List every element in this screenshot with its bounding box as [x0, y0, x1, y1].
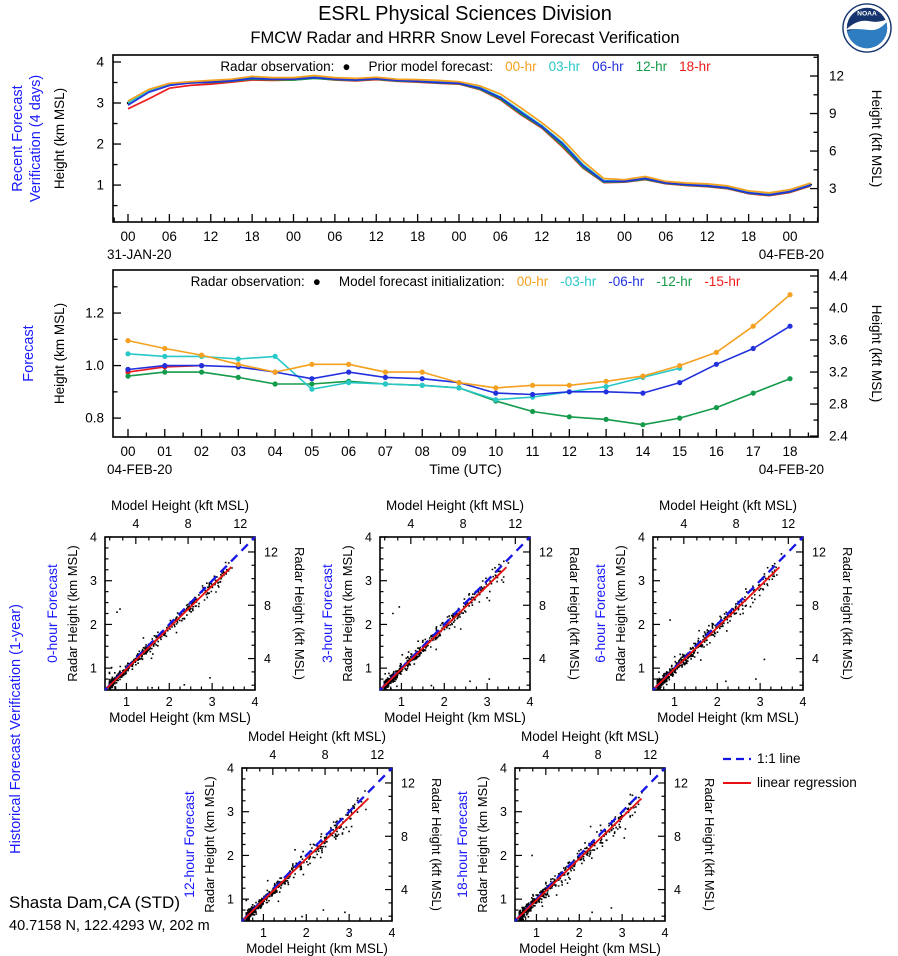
scatter-12-hour-forecast: [181, 729, 444, 956]
svg-text:18: 18: [782, 444, 798, 459]
svg-text:3: 3: [756, 695, 764, 709]
svg-text:12: 12: [539, 545, 553, 560]
svg-text:4.0: 4.0: [829, 300, 848, 316]
svg-text:2.8: 2.8: [829, 396, 848, 412]
svg-text:06: 06: [492, 229, 508, 244]
svg-text:2: 2: [165, 695, 173, 709]
svg-text:12: 12: [699, 229, 715, 244]
svg-text:3: 3: [90, 574, 97, 589]
regression-line: [107, 567, 231, 688]
panel-legend: Radar observation: ● Model forecast initialization: 00-hr -03-hr -06-hr -12-hr -15-hr: [190, 274, 741, 289]
svg-text:18: 18: [244, 229, 260, 244]
svg-text:3: 3: [618, 926, 626, 940]
panel-label: Recent Forecast: [10, 85, 26, 192]
svg-text:4: 4: [542, 748, 550, 762]
series-18-hr: [128, 78, 811, 196]
svg-text:4: 4: [674, 883, 681, 898]
svg-text:2: 2: [227, 848, 234, 863]
svg-text:4: 4: [132, 517, 140, 531]
svg-text:2: 2: [365, 617, 372, 632]
svg-text:Radar Height (km MSL): Radar Height (km MSL): [65, 545, 80, 682]
svg-text:10: 10: [488, 444, 504, 459]
svg-text:4: 4: [227, 761, 234, 776]
panel-recent-verification: [10, 54, 884, 262]
series-group: [127, 76, 812, 196]
panel-label: Forecast: [21, 325, 37, 382]
axis-labels: [592, 498, 855, 725]
svg-text:Model Height (km MSL): Model Height (km MSL): [519, 941, 661, 956]
svg-text:Model Height (kft MSL): Model Height (kft MSL): [110, 498, 250, 513]
svg-text:Height (kft MSL): Height (kft MSL): [869, 304, 884, 403]
svg-text:1: 1: [670, 695, 678, 709]
svg-text:2: 2: [575, 926, 583, 940]
svg-text:Radar Height (km MSL): Radar Height (km MSL): [202, 776, 217, 913]
svg-text:Radar Height (km MSL): Radar Height (km MSL): [475, 776, 490, 913]
svg-text:4: 4: [269, 748, 277, 762]
axis-ticks: [113, 276, 818, 437]
svg-text:1: 1: [500, 892, 507, 907]
svg-text:3: 3: [227, 805, 234, 820]
series-group: [125, 292, 792, 427]
panel-label: 12-hour Forecast: [181, 791, 197, 898]
station-coords: 40.7158 N, 122.4293 W, 202 m: [9, 918, 210, 934]
svg-text:12: 12: [812, 545, 826, 560]
axis-labels: [21, 269, 884, 477]
svg-text:3.6: 3.6: [829, 332, 848, 348]
axis-labels: [10, 54, 884, 262]
svg-text:05: 05: [304, 444, 320, 459]
svg-text:12: 12: [508, 517, 523, 531]
svg-text:0.8: 0.8: [85, 410, 104, 426]
svg-text:1: 1: [259, 926, 267, 940]
svg-text:1.0: 1.0: [85, 358, 104, 374]
svg-text:4: 4: [638, 530, 645, 545]
svg-text:8: 8: [184, 517, 192, 531]
svg-text:18: 18: [741, 229, 757, 244]
svg-text:03: 03: [230, 444, 246, 459]
svg-text:13: 13: [598, 444, 614, 459]
scatter-6-hour-forecast: [592, 498, 855, 725]
svg-text:Model Height (kft MSL): Model Height (kft MSL): [385, 498, 525, 513]
svg-text:12: 12: [534, 229, 550, 244]
svg-text:1: 1: [96, 177, 104, 193]
svg-text:12: 12: [674, 776, 688, 791]
svg-text:4: 4: [500, 761, 507, 776]
svg-text:4: 4: [251, 695, 259, 709]
svg-text:4: 4: [96, 54, 104, 70]
svg-text:4: 4: [799, 695, 807, 709]
svg-text:Model Height (km MSL): Model Height (km MSL): [246, 941, 388, 956]
svg-text:1: 1: [532, 926, 540, 940]
svg-text:2: 2: [500, 848, 507, 863]
svg-text:12: 12: [401, 776, 415, 791]
svg-text:00: 00: [616, 229, 633, 244]
svg-text:Radar Height (kft MSL): Radar Height (kft MSL): [702, 778, 717, 911]
svg-text:00: 00: [451, 229, 467, 244]
svg-text:8: 8: [594, 748, 602, 762]
regression-line: [244, 798, 368, 919]
svg-text:12: 12: [643, 748, 658, 762]
noaa-logo-text: NOAA: [857, 10, 877, 18]
svg-text:Model Height (km MSL): Model Height (km MSL): [109, 710, 251, 725]
svg-text:3: 3: [208, 695, 216, 709]
svg-text:Model Height (kft MSL): Model Height (kft MSL): [520, 729, 660, 744]
svg-text:06: 06: [161, 229, 177, 244]
series-06-hr: [128, 78, 811, 195]
svg-text:1: 1: [365, 661, 372, 676]
svg-text:11: 11: [525, 444, 540, 459]
svg-text:4: 4: [661, 926, 669, 940]
svg-text:8: 8: [321, 748, 329, 762]
svg-text:14: 14: [635, 444, 651, 459]
series--12-hr: [125, 370, 792, 428]
svg-text:4: 4: [264, 652, 271, 667]
svg-text:12: 12: [781, 517, 796, 531]
svg-text:8: 8: [674, 829, 681, 844]
svg-text:3: 3: [345, 926, 353, 940]
svg-text:16: 16: [708, 444, 724, 459]
regression-line: [517, 799, 641, 919]
svg-text:04-FEB-20: 04-FEB-20: [758, 462, 824, 477]
svg-text:8: 8: [459, 517, 467, 531]
svg-text:06: 06: [658, 229, 674, 244]
svg-text:00: 00: [782, 229, 798, 244]
axis-labels: [44, 498, 307, 725]
svg-text:4: 4: [388, 926, 396, 940]
scatter-18-hour-forecast: [454, 729, 717, 956]
svg-text:1: 1: [90, 661, 97, 676]
svg-text:2: 2: [90, 617, 97, 632]
svg-text:6: 6: [829, 143, 837, 159]
series-03-hr: [128, 77, 811, 195]
svg-text:Model Height (km MSL): Model Height (km MSL): [657, 710, 799, 725]
series-12-hr: [128, 78, 811, 195]
svg-text:4: 4: [539, 652, 546, 667]
svg-text:1: 1: [122, 695, 130, 709]
panel-label: 3-hour Forecast: [319, 564, 335, 663]
page-title: ESRL Physical Sciences Division: [318, 3, 612, 25]
series-radar-observation: [127, 76, 812, 196]
svg-text:4: 4: [90, 530, 97, 545]
svg-text:06: 06: [341, 444, 357, 459]
svg-text:8: 8: [539, 598, 546, 613]
svg-text:00: 00: [120, 444, 136, 459]
panel-label: Verification (4 days): [28, 74, 44, 203]
svg-text:12: 12: [368, 229, 384, 244]
svg-text:3: 3: [483, 695, 491, 709]
svg-text:04-FEB-20: 04-FEB-20: [758, 247, 824, 262]
series--03-hr: [125, 351, 682, 402]
svg-text:2: 2: [440, 695, 448, 709]
svg-text:1: 1: [638, 661, 645, 676]
svg-text:01: 01: [157, 444, 173, 459]
panel-label: 18-hour Forecast: [454, 791, 470, 898]
svg-text:3: 3: [500, 805, 507, 820]
svg-text:2: 2: [713, 695, 721, 709]
historical-scatter-grid: [8, 498, 857, 956]
svg-text:04: 04: [267, 444, 283, 459]
svg-text:12: 12: [829, 68, 845, 84]
one-to-one-line: [242, 768, 392, 921]
scatter-3-hour-forecast: [319, 498, 582, 725]
svg-text:12: 12: [370, 748, 385, 762]
svg-text:8: 8: [264, 598, 271, 613]
svg-text:09: 09: [451, 444, 467, 459]
regression-line: [382, 567, 506, 688]
axis-labels: [181, 729, 444, 956]
svg-text:Height (kft MSL): Height (kft MSL): [869, 89, 884, 188]
svg-text:2: 2: [96, 136, 104, 152]
svg-text:Radar Height (kft MSL): Radar Height (kft MSL): [429, 778, 444, 911]
svg-text:07: 07: [377, 444, 393, 459]
station-name: Shasta Dam,CA (STD): [9, 893, 180, 912]
svg-text:Model Height (kft MSL): Model Height (kft MSL): [247, 729, 387, 744]
svg-text:04-FEB-20: 04-FEB-20: [107, 462, 173, 477]
svg-text:2: 2: [638, 617, 645, 632]
svg-text:00: 00: [285, 229, 302, 244]
svg-text:15: 15: [672, 444, 688, 459]
svg-text:17: 17: [745, 444, 761, 459]
svg-text:4.4: 4.4: [829, 268, 848, 284]
svg-text:Radar Height (kft MSL): Radar Height (kft MSL): [292, 547, 307, 680]
svg-text:1: 1: [397, 695, 405, 709]
svg-text:8: 8: [401, 829, 408, 844]
svg-text:18: 18: [410, 229, 426, 244]
panel-label: 6-hour Forecast: [592, 564, 608, 663]
panel-legend: Radar observation: ● Prior model forecast: 00-hr 03-hr 06-hr 12-hr 18-hr: [220, 59, 711, 74]
svg-text:4: 4: [407, 517, 415, 531]
svg-text:3: 3: [829, 181, 837, 197]
svg-text:4: 4: [680, 517, 688, 531]
svg-text:1:1 line: 1:1 line: [757, 751, 801, 766]
svg-text:12: 12: [233, 517, 248, 531]
svg-text:3: 3: [365, 574, 372, 589]
panel-forecast: [21, 269, 884, 477]
svg-text:Height (km MSL): Height (km MSL): [52, 302, 67, 405]
svg-text:12: 12: [203, 229, 219, 244]
svg-text:Time (UTC): Time (UTC): [429, 461, 502, 477]
svg-text:linear regression: linear regression: [757, 775, 857, 790]
svg-text:3: 3: [638, 574, 645, 589]
svg-text:08: 08: [414, 444, 430, 459]
svg-text:3.2: 3.2: [829, 364, 848, 380]
svg-text:2: 2: [302, 926, 310, 940]
svg-text:3: 3: [96, 95, 104, 111]
svg-text:4: 4: [812, 652, 819, 667]
svg-text:00: 00: [120, 229, 136, 244]
svg-text:Model Height (kft MSL): Model Height (kft MSL): [658, 498, 798, 513]
svg-text:02: 02: [194, 444, 210, 459]
svg-text:06: 06: [327, 229, 343, 244]
svg-text:Height (km MSL): Height (km MSL): [52, 87, 67, 190]
svg-text:12: 12: [264, 545, 278, 560]
svg-text:Model Height (km MSL): Model Height (km MSL): [384, 710, 526, 725]
svg-text:Radar Height (kft MSL): Radar Height (kft MSL): [840, 547, 855, 680]
svg-text:Radar Height (kft MSL): Radar Height (kft MSL): [567, 547, 582, 680]
regression-line: [655, 567, 779, 687]
svg-text:4: 4: [365, 530, 372, 545]
panel-label: 0-hour Forecast: [44, 564, 60, 663]
svg-text:4: 4: [401, 883, 408, 898]
svg-text:2.4: 2.4: [829, 428, 848, 444]
scatter-0-hour-forecast: [44, 498, 307, 725]
svg-text:1.2: 1.2: [85, 305, 104, 321]
axis-labels: [319, 498, 582, 725]
page-subtitle: FMCW Radar and HRRR Snow Level Forecast Verification: [250, 29, 680, 47]
svg-text:1: 1: [227, 892, 234, 907]
scatter-legend: [723, 751, 857, 790]
svg-text:Radar Height (km MSL): Radar Height (km MSL): [613, 545, 628, 682]
svg-text:8: 8: [732, 517, 740, 531]
svg-text:18: 18: [575, 229, 591, 244]
svg-text:8: 8: [812, 598, 819, 613]
svg-text:9: 9: [829, 106, 837, 122]
svg-text:12: 12: [561, 444, 577, 459]
svg-text:Radar Height (km MSL): Radar Height (km MSL): [340, 545, 355, 682]
svg-text:4: 4: [526, 695, 534, 709]
series-00-hr: [128, 76, 811, 193]
svg-text:31-JAN-20: 31-JAN-20: [107, 247, 172, 262]
group-label: Historical Forecast Verification (1-year): [8, 604, 24, 854]
